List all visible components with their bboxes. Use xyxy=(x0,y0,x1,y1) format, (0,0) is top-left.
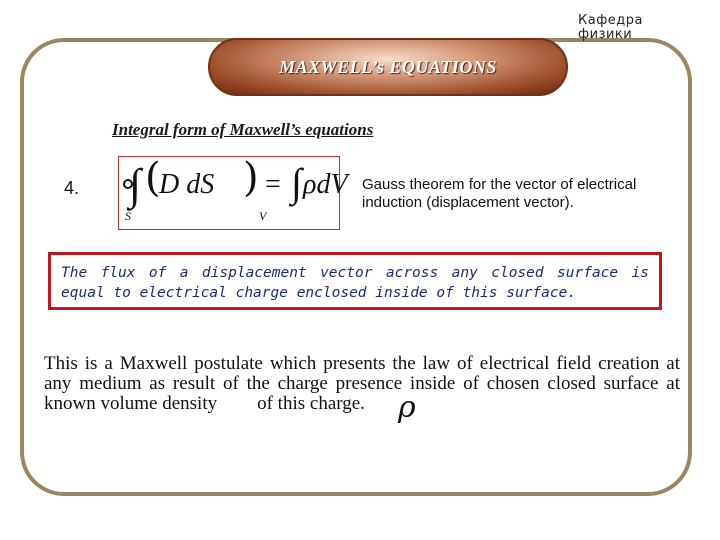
formula-lhs: D dS xyxy=(159,169,215,200)
integral-limit-v: V xyxy=(259,209,267,223)
gauss-theorem-note: Gauss theorem for the vector of electrical induction (displacement vector). xyxy=(362,176,637,211)
postulate-text-before: This is a Maxwell postulate which presents the law of electrical field creation at any medium as result of the charge presence inside of chosen closed surface at known volume density xyxy=(44,353,680,414)
integral-limit-s: S xyxy=(125,209,131,223)
department-label: Кафедра физики xyxy=(578,13,644,42)
postulate-text-after: of this charge. xyxy=(257,393,365,414)
section-subtitle: Integral form of Maxwell’s equations xyxy=(112,120,374,139)
rho-symbol: ρ xyxy=(398,390,416,425)
flux-statement-box xyxy=(48,252,662,310)
volume-integral-icon: ∫ xyxy=(291,160,302,205)
formula-equals: = xyxy=(265,169,281,200)
paren-left-icon: ( xyxy=(145,155,161,201)
flux-statement: The flux of a displacement vector across any closed surface is equal to electrical charge enclosed inside of this surface. xyxy=(61,265,649,301)
title-banner xyxy=(208,38,568,96)
formula-rhs: ρdV xyxy=(303,169,348,200)
gauss-formula xyxy=(118,155,348,230)
equation-number: 4. xyxy=(64,178,80,198)
postulate-paragraph xyxy=(44,354,680,414)
paren-right-icon: ) xyxy=(243,155,259,201)
surface-integral-icon: ∫ xyxy=(129,160,142,209)
slide-title: MAXWELL’s EQUATIONS xyxy=(279,56,497,77)
